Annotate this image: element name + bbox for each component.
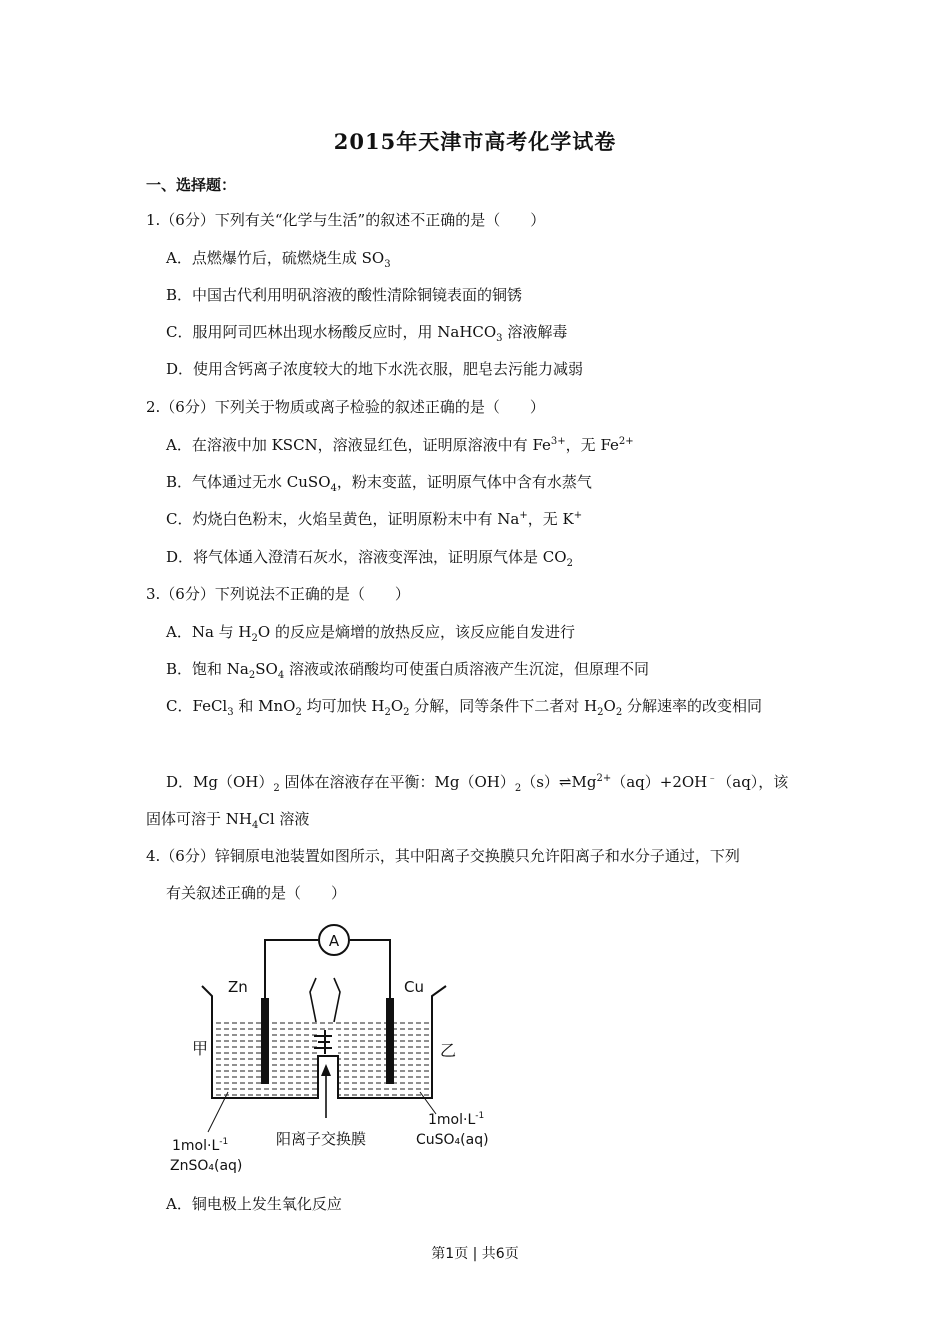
page-footer: 第1页 | 共6页	[431, 1246, 519, 1262]
membrane-arrow-head	[321, 1064, 331, 1076]
question-3-option-d-continued: 固体可溶于 $NH_4Cl$ 溶液	[146, 810, 310, 831]
zinc-label: Zn	[228, 978, 248, 996]
copper-electrode	[386, 998, 394, 1084]
question-2-option-a: A．在溶液中加 KSCN，溶液显红色，证明原溶液中有 $Fe^{3+}$，无 $Fe^{2+}$	[166, 436, 634, 454]
question-3-option-a: A．Na 与 $H_2O$ 的反应是熵增的放热反应，该反应能自发进行	[166, 623, 575, 644]
membrane-top	[310, 978, 340, 1022]
solution-bridge	[318, 1020, 338, 1034]
left-concentration-label: $1mol\cdot L^{-1}$	[172, 1137, 229, 1154]
question-2-stem: 2.（6分）下列关于物质或离子检验的叙述正确的是（ ）	[146, 398, 545, 416]
question-2-option-d: D．将气体通入澄清石灰水，溶液变浑浊，证明原气体是 $CO_2$	[166, 548, 573, 569]
question-4-option-a: A．铜电极上发生氧化反应	[166, 1195, 342, 1213]
question-3-stem: 3.（6分）下列说法不正确的是（ ）	[146, 585, 410, 603]
left-cell-label: 甲	[192, 1039, 209, 1058]
question-1-option-a: A．点燃爆竹后，硫燃烧生成 $SO_3$	[166, 249, 391, 270]
question-3-option-d: D．$Mg(OH)_2$ 固体在溶液存在平衡：$Mg(OH)_2(s)\rightleftharpoons Mg^{2+}(aq)+2OH^﹣(aq)$，该	[166, 773, 789, 794]
question-1-option-d: D．使用含钙离子浓度较大的地下水洗衣服，肥皂去污能力减弱	[166, 360, 584, 378]
solution-right	[338, 1020, 432, 1098]
ammeter-label: A	[328, 932, 340, 950]
question-3-option-c: C．FeCl$_3$ 和 MnO$_2$ 均可加快 $H_2O_2$ 分解，同等条件下二者对 $H_2O_2$ 分解速率的改变相同	[166, 697, 762, 718]
galvanic-cell-diagram	[168, 918, 508, 1178]
copper-label: Cu	[404, 978, 424, 996]
question-4-stem-continued: 有关叙述正确的是（ ）	[166, 884, 347, 902]
right-solution-label: CuSO₄(aq)	[416, 1132, 489, 1148]
section-heading: 一、选择题：	[146, 176, 237, 194]
question-1-option-c: C．服用阿司匹林出现水杨酸反应时，用 NaHCO$_3$ 溶液解毒	[166, 323, 568, 344]
zinc-electrode	[261, 998, 269, 1084]
question-1-stem: 1.（6分）下列有关“化学与生活”的叙述不正确的是（ ）	[146, 211, 546, 229]
left-solution-label: ZnSO₄(aq)	[170, 1158, 243, 1174]
right-concentration-label: $1mol\cdot L^{-1}$	[428, 1111, 485, 1128]
question-2-option-c: C．灼烧白色粉末，火焰呈黄色，证明原粉末中有 Na+，无 K+	[166, 510, 583, 528]
question-2-option-b: B．气体通过无水 CuSO$_4$，粉末变蓝，证明原气体中含有水蒸气	[166, 473, 592, 494]
page-title: 2015年天津市高考化学试卷	[333, 129, 617, 154]
question-4-stem: 4.（6分）锌铜原电池装置如图所示，其中阳离子交换膜只允许阳离子和水分子通过，下列	[146, 847, 740, 865]
question-3-option-b: B．饱和 $Na_2SO_4$ 溶液或浓硝酸均可使蛋白质溶液产生沉淀，但原理不同	[166, 660, 649, 681]
question-1-option-b: B．中国古代利用明矾溶液的酸性清除铜镜表面的铜锈	[166, 286, 523, 304]
membrane-label: 阳离子交换膜	[276, 1130, 367, 1148]
right-cell-label: 乙	[440, 1041, 457, 1060]
